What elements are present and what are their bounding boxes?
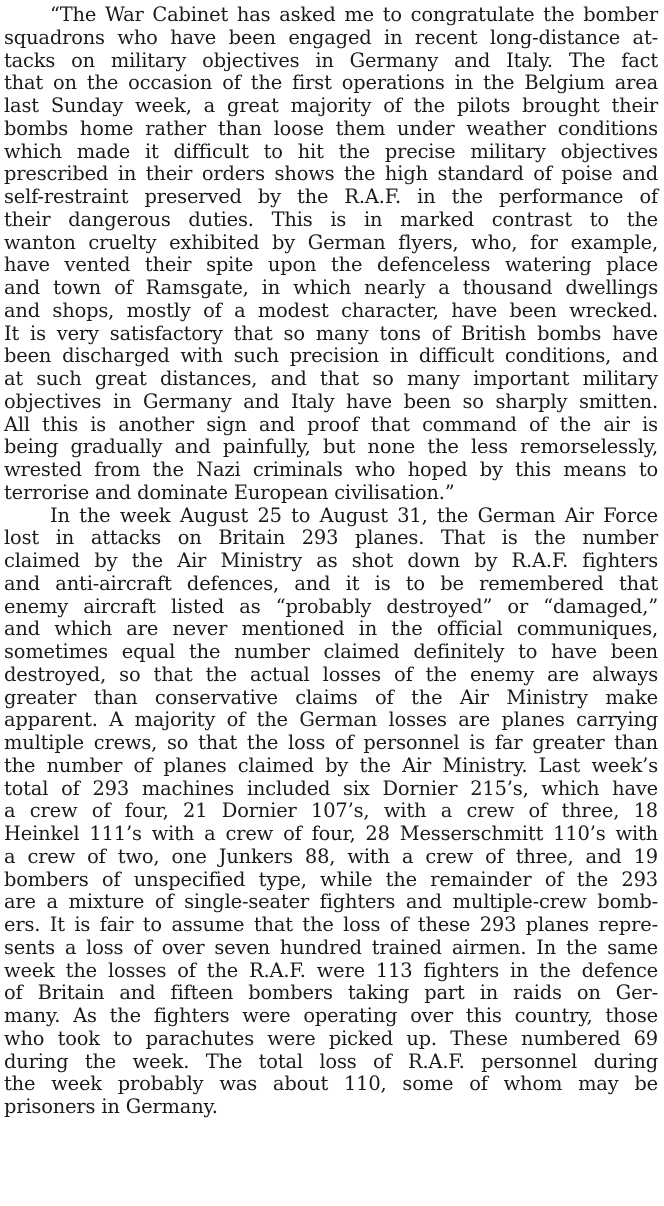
text-line: the number of planes claimed by the Air Ministry. Last week’s bbox=[4, 753, 658, 777]
text-line: during the week. The total loss of R.A.F. personnel during bbox=[4, 1049, 658, 1073]
text-line: been discharged with such precision in difficult conditions, and bbox=[4, 344, 658, 368]
text-line: destroyed, so that the actual losses of the enemy are always bbox=[4, 662, 658, 686]
text-line: at such great distances, and that so many important military bbox=[4, 367, 658, 390]
text-line: a crew of four, 21 Dornier 107’s, with a crew of three, 18 bbox=[4, 799, 658, 823]
paragraph-german-losses bbox=[4, 505, 658, 1119]
text-line: self-restraint preserved by the R.A.F. in the performance of bbox=[4, 185, 658, 208]
text-line: claimed by the Air Ministry as shot down by R.A.F. fighters bbox=[4, 549, 658, 572]
text-line: are a mixture of single-seater fighters and multiple-crew bomb- bbox=[4, 890, 658, 914]
text-line: bombs home rather than loose them under weather conditions bbox=[4, 116, 658, 140]
text-line: who took to parachutes were picked up. These numbered 69 bbox=[4, 1026, 658, 1050]
text-line: apparent. A majority of the German losses are planes carrying bbox=[4, 708, 658, 732]
text-line: wanton cruelty exhibited by German flyers, who, for example, bbox=[4, 230, 658, 254]
text-line: many. As the fighters were operating over this country, those bbox=[4, 1004, 658, 1027]
text-line: In the week August 25 to August 31, the German Air Force bbox=[50, 503, 658, 527]
paragraph-war-cabinet-quote bbox=[4, 4, 658, 505]
text-line: squadrons who have been engaged in recent long-distance at- bbox=[4, 25, 658, 49]
text-line: tacks on military objectives in Germany and Italy. The fact bbox=[4, 48, 658, 72]
text-line: It is very satisfactory that so many tons of British bombs have bbox=[4, 321, 658, 345]
text-line: terrorise and dominate European civilisation.” bbox=[4, 480, 455, 504]
text-line: being gradually and painfully, but none the less remorselessly, bbox=[4, 435, 658, 459]
text-line: enemy aircraft listed as “probably destroyed” or “damaged,” bbox=[4, 594, 658, 618]
text-line: bombers of unspecified type, while the remainder of the 293 bbox=[4, 867, 658, 891]
text-line: a crew of two, one Junkers 88, with a crew of three, and 19 bbox=[4, 844, 658, 868]
text-line: have vented their spite upon the defenceless watering place bbox=[4, 253, 658, 277]
text-line: the week probably was about 110, some of whom may be bbox=[4, 1072, 658, 1096]
text-line: and shops, mostly of a modest character, have been wrecked. bbox=[4, 298, 658, 322]
text-line: prisoners in Germany. bbox=[4, 1095, 218, 1118]
text-line: All this is another sign and proof that command of the air is bbox=[4, 412, 658, 436]
text-line: objectives in Germany and Italy have been so sharply smitten. bbox=[4, 389, 658, 413]
text-line: sometimes equal the number claimed definitely to have been bbox=[4, 640, 658, 663]
text-line: and which are never mentioned in the official communiques, bbox=[4, 617, 658, 641]
text-line: that on the occasion of the first operations in the Belgium area bbox=[4, 71, 658, 95]
text-line: and town of Ramsgate, in which nearly a thousand dwellings bbox=[4, 276, 658, 299]
text-line: their dangerous duties. This is in marked contrast to the bbox=[4, 207, 658, 231]
text-line: prescribed in their orders shows the high standard of poise and bbox=[4, 162, 658, 186]
text-line: wrested from the Nazi criminals who hoped by this means to bbox=[4, 458, 658, 481]
text-line: lost in attacks on Britain 293 planes. That is the number bbox=[4, 526, 658, 550]
text-line: total of 293 machines included six Dornier 215’s, which have bbox=[4, 776, 658, 800]
text-line: of Britain and fifteen bombers taking part in raids on Ger- bbox=[4, 981, 658, 1005]
text-line: week the losses of the R.A.F. were 113 fighters in the defence bbox=[4, 958, 658, 982]
text-line: ers. It is fair to assume that the loss of these 293 planes repre- bbox=[4, 913, 658, 936]
text-line: multiple crews, so that the loss of personnel is far greater than bbox=[4, 731, 658, 754]
text-line: Heinkel 111’s with a crew of four, 28 Messerschmitt 110’s with bbox=[4, 822, 658, 845]
text-line: last Sunday week, a great majority of the pilots brought their bbox=[4, 94, 658, 117]
text-line: sents a loss of over seven hundred trained airmen. In the same bbox=[4, 935, 658, 959]
text-line: which made it difficult to hit the precise military objectives bbox=[4, 139, 658, 163]
text-line: “The War Cabinet has asked me to congratulate the bomber bbox=[50, 3, 658, 26]
text-line: greater than conservative claims of the Air Ministry make bbox=[4, 685, 658, 709]
text-line: and anti-aircraft defences, and it is to be remembered that bbox=[4, 571, 658, 595]
